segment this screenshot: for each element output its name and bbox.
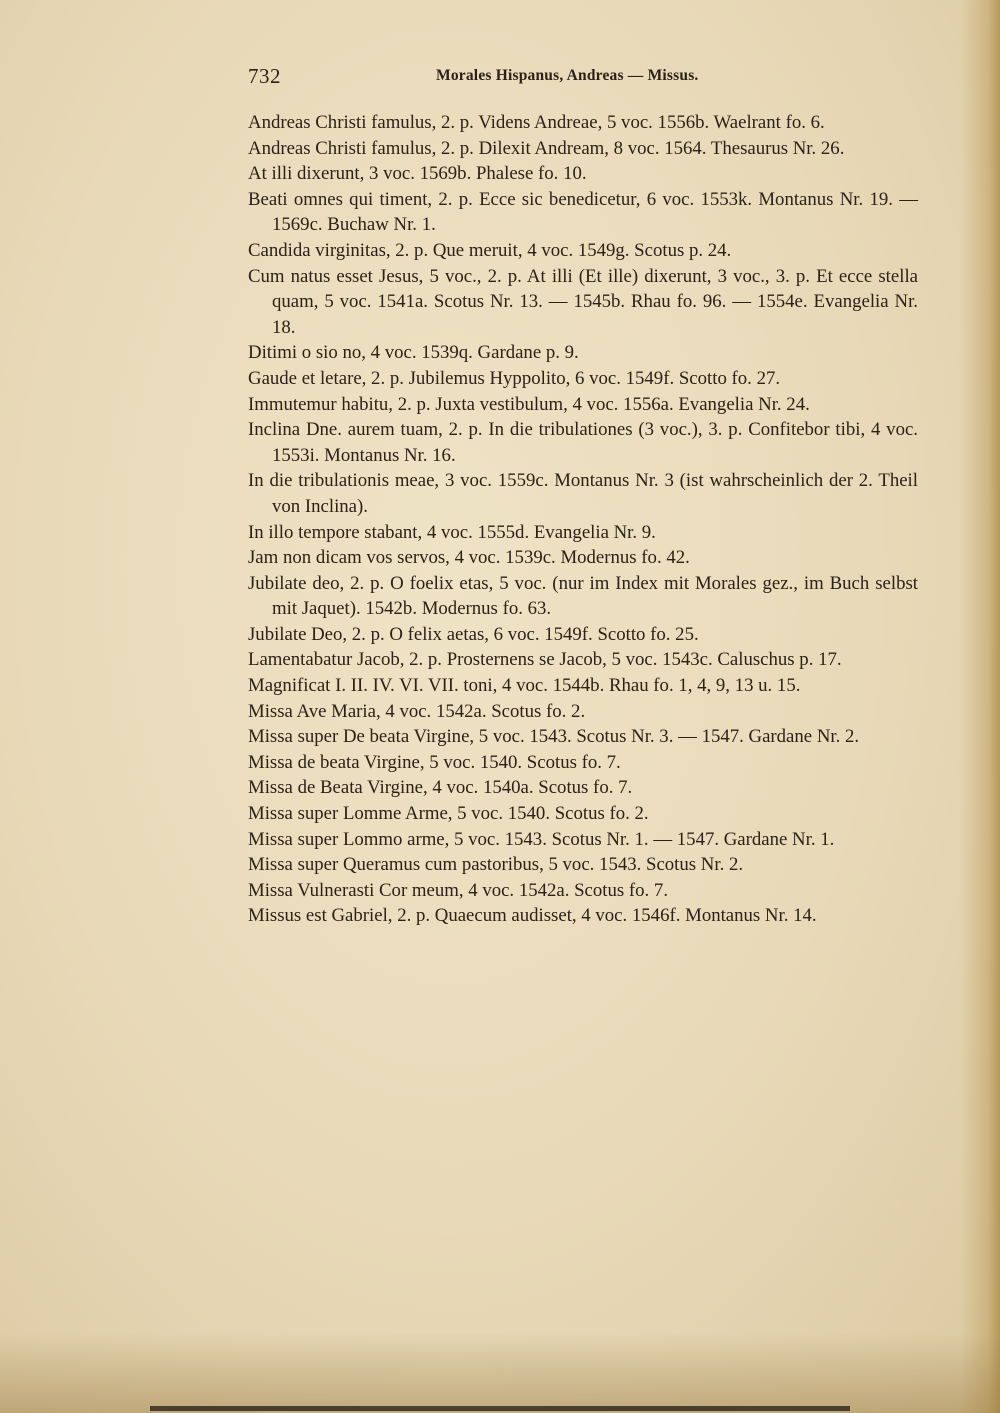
- list-item: In illo tempore stabant, 4 voc. 1555d. Evangelia Nr. 9.: [248, 521, 656, 543]
- list-item: Andreas Christi famulus, 2. p. Videns Andreae, 5 voc. 1556b. Waelrant fo. 6.: [248, 112, 825, 133]
- list-item: Missa super Lommo arme, 5 voc. 1543. Scotus Nr. 1. — 1547. Gardane Nr. 1.: [248, 828, 835, 850]
- list-item: Missa Ave Maria, 4 voc. 1542a. Scotus fo. 2.: [248, 700, 586, 722]
- page-bottom-shadow: [0, 1333, 1000, 1413]
- list-item: Beati omnes qui timent, 2. p. Ecce sic benedicetur, 6 voc. 1553k. Montanus Nr. 19. — 1569c. Buchaw Nr. 1.: [248, 188, 918, 236]
- page-header: [248, 64, 918, 92]
- list-item: Ditimi o sio no, 4 voc. 1539q. Gardane p. 9.: [248, 342, 579, 364]
- list-item: Lamentabatur Jacob, 2. p. Prosternens se Jacob, 5 voc. 1543c. Caluschus p. 17.: [248, 649, 842, 671]
- list-item: Jam non dicam vos servos, 4 voc. 1539c. Modernus fo. 42.: [248, 547, 690, 569]
- page-number: 732: [248, 64, 281, 88]
- list-item: Magnificat I. II. IV. VI. VII. toni, 4 voc. 1544b. Rhau fo. 1, 4, 9, 13 u. 15.: [248, 675, 801, 697]
- list-item: Missa super De beata Virgine, 5 voc. 1543. Scotus Nr. 3. — 1547. Gardane Nr. 2.: [248, 726, 860, 748]
- list-item: Andreas Christi famulus, 2. p. Dilexit Andream, 8 voc. 1564. Thesaurus Nr. 26.: [248, 137, 845, 159]
- list-item: Inclina Dne. aurem tuam, 2. p. In die tribulationes (3 voc.), 3. p. Confitebor tibi, 4 voc. 1553i. Montanus Nr. 16.: [248, 419, 918, 466]
- list-item: Jubilate deo, 2. p. O foelix etas, 5 voc. (nur im Index mit Morales gez., im Buch selbst mit Jaquet). 1542b. Modernus fo. 63.: [248, 572, 918, 620]
- list-item: Jubilate Deo, 2. p. O felix aetas, 6 voc. 1549f. Scotto fo. 25.: [248, 623, 699, 645]
- scan-edge-line: [150, 1406, 850, 1411]
- entry-list: [248, 110, 918, 929]
- list-item: Candida virginitas, 2. p. Que meruit, 4 voc. 1549g. Scotus p. 24.: [248, 239, 732, 261]
- list-item: Missa super Lomme Arme, 5 voc. 1540. Scotus fo. 2.: [248, 803, 649, 825]
- list-item: Missus est Gabriel, 2. p. Quaecum audisset, 4 voc. 1546f. Montanus Nr. 14.: [248, 905, 817, 927]
- list-item: In die tribulationis meae, 3 voc. 1559c. Montanus Nr. 3 (ist wahrscheinlich der 2. Theil von Inclina).: [248, 470, 918, 517]
- list-item: Gaude et letare, 2. p. Jubilemus Hyppolito, 6 voc. 1549f. Scotto fo. 27.: [248, 367, 781, 389]
- list-item: Missa de Beata Virgine, 4 voc. 1540a. Scotus fo. 7.: [248, 777, 633, 799]
- list-item: Missa Vulnerasti Cor meum, 4 voc. 1542a. Scotus fo. 7.: [248, 879, 669, 901]
- list-item: Missa super Queramus cum pastoribus, 5 voc. 1543. Scotus Nr. 2.: [248, 854, 744, 876]
- running-title: Morales Hispanus, Andreas — Missus.: [436, 67, 699, 84]
- page-edge-shadow: [960, 0, 1000, 1413]
- list-item: Immutemur habitu, 2. p. Juxta vestibulum, 4 voc. 1556a. Evangelia Nr. 24.: [248, 393, 810, 415]
- list-item: Cum natus esset Jesus, 5 voc., 2. p. At illi (Et ille) dixerunt, 3 voc., 3. p. Et ecce stella quam, 5 voc. 1541a. Scotus Nr. 13. — 1545b. Rhau fo. 96. — 1554e. Evangelia Nr. 18.: [248, 265, 918, 338]
- list-item: Missa de beata Virgine, 5 voc. 1540. Scotus fo. 7.: [248, 751, 621, 773]
- list-item: At illi dixerunt, 3 voc. 1569b. Phalese fo. 10.: [248, 163, 587, 185]
